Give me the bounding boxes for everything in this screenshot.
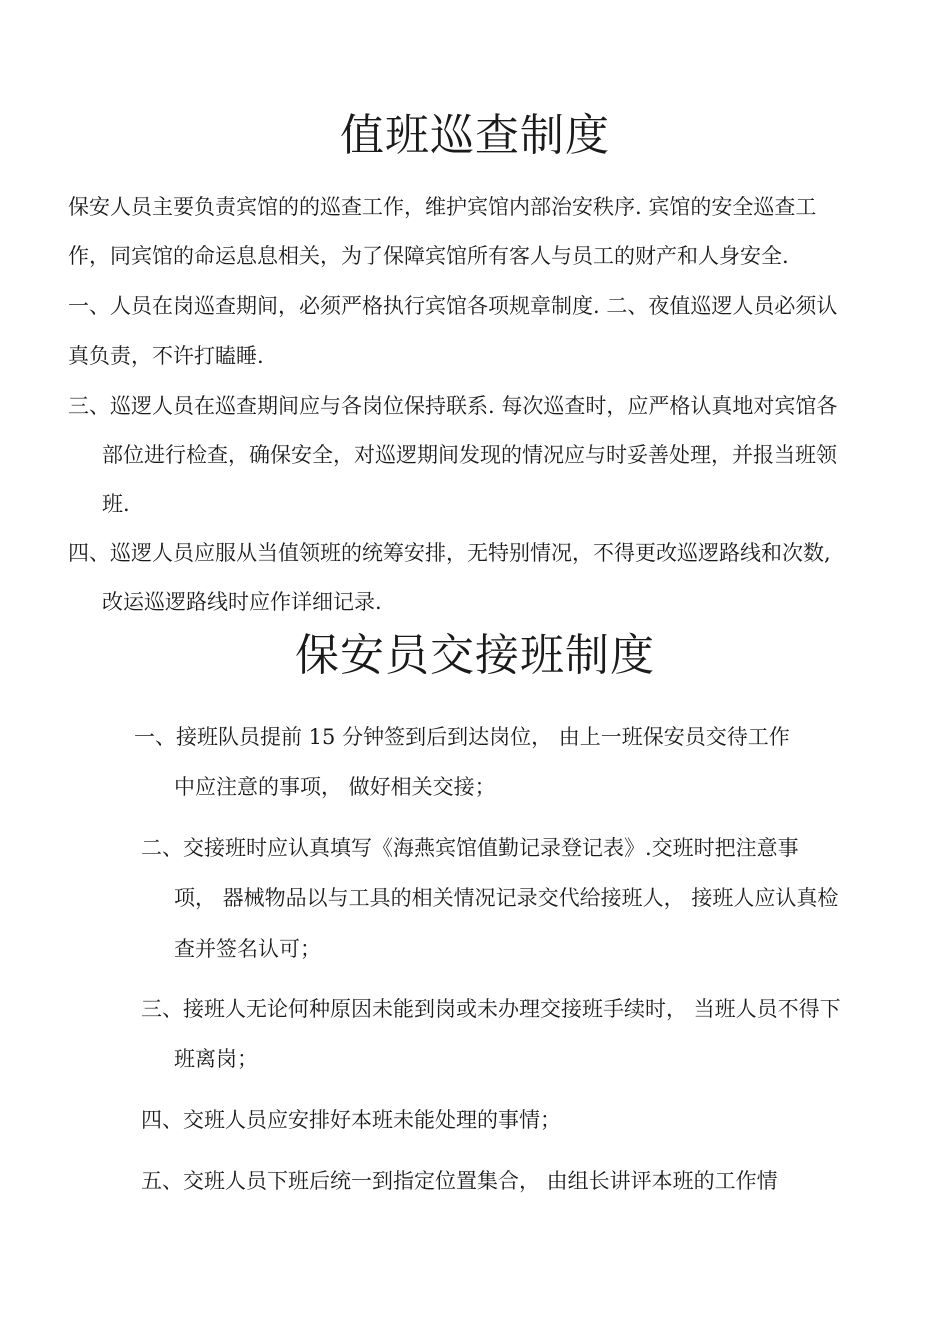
paragraph-line: 真负责，不许打瞌睡. [68, 344, 264, 368]
paragraph-line: 中应注意的事项， 做好相关交接； [174, 775, 496, 799]
paragraph-line: 作，同宾馆的命运息息相关，为了保障宾馆所有客人与员工的财产和人身安全. [68, 244, 789, 268]
paragraph-line: 改运巡逻路线时应作详细记录. [102, 590, 382, 614]
paragraph-line: 班离岗； [174, 1047, 258, 1071]
paragraph-line: 保安人员主要负责宾馆的的巡查工作，维护宾馆内部治安秩序. 宾馆的安全巡查工 [68, 195, 817, 219]
paragraph-line: 项， 器械物品以与工具的相关情况记录交代给接班人， 接班人应认真检 [174, 886, 839, 910]
paragraph-line: 班. [102, 492, 130, 516]
title-shift-handover: 保安员交接班制度 [295, 630, 655, 681]
paragraph-line: 五、交班人员下班后统一到指定位置集合， 由组长讲评本班的工作情 [141, 1169, 778, 1193]
paragraph-line: 查并签名认可； [174, 937, 321, 961]
title-duty-patrol: 值班巡查制度 [340, 110, 610, 161]
paragraph-line: 四、交班人员应安排好本班未能处理的事情； [141, 1108, 561, 1132]
paragraph-line: 三、接班人无论何种原因未能到岗或未办理交接班手续时， 当班人员不得下 [141, 997, 841, 1021]
paragraph-line: 四、巡逻人员应服从当值领班的统筹安排，无特别情况，不得更改巡逻路线和次数, [68, 541, 831, 565]
paragraph-line: 一、人员在岗巡查期间，必须严格执行宾馆各项规章制度. 二、夜值巡逻人员必须认 [68, 294, 838, 318]
paragraph-line: 一、接班队员提前 15 分钟签到后到达岗位， 由上一班保安员交待工作 [134, 725, 790, 749]
paragraph-line: 部位进行检查，确保安全，对巡逻期间发现的情况应与时妥善处理，并报当班领 [102, 443, 837, 467]
paragraph-line: 三、巡逻人员在巡查期间应与各岗位保持联系. 每次巡查时，应严格认真地对宾馆各 [68, 394, 838, 418]
paragraph-line: 二、交接班时应认真填写《海燕宾馆值勤记录登记表》.交班时把注意事 [141, 836, 799, 860]
